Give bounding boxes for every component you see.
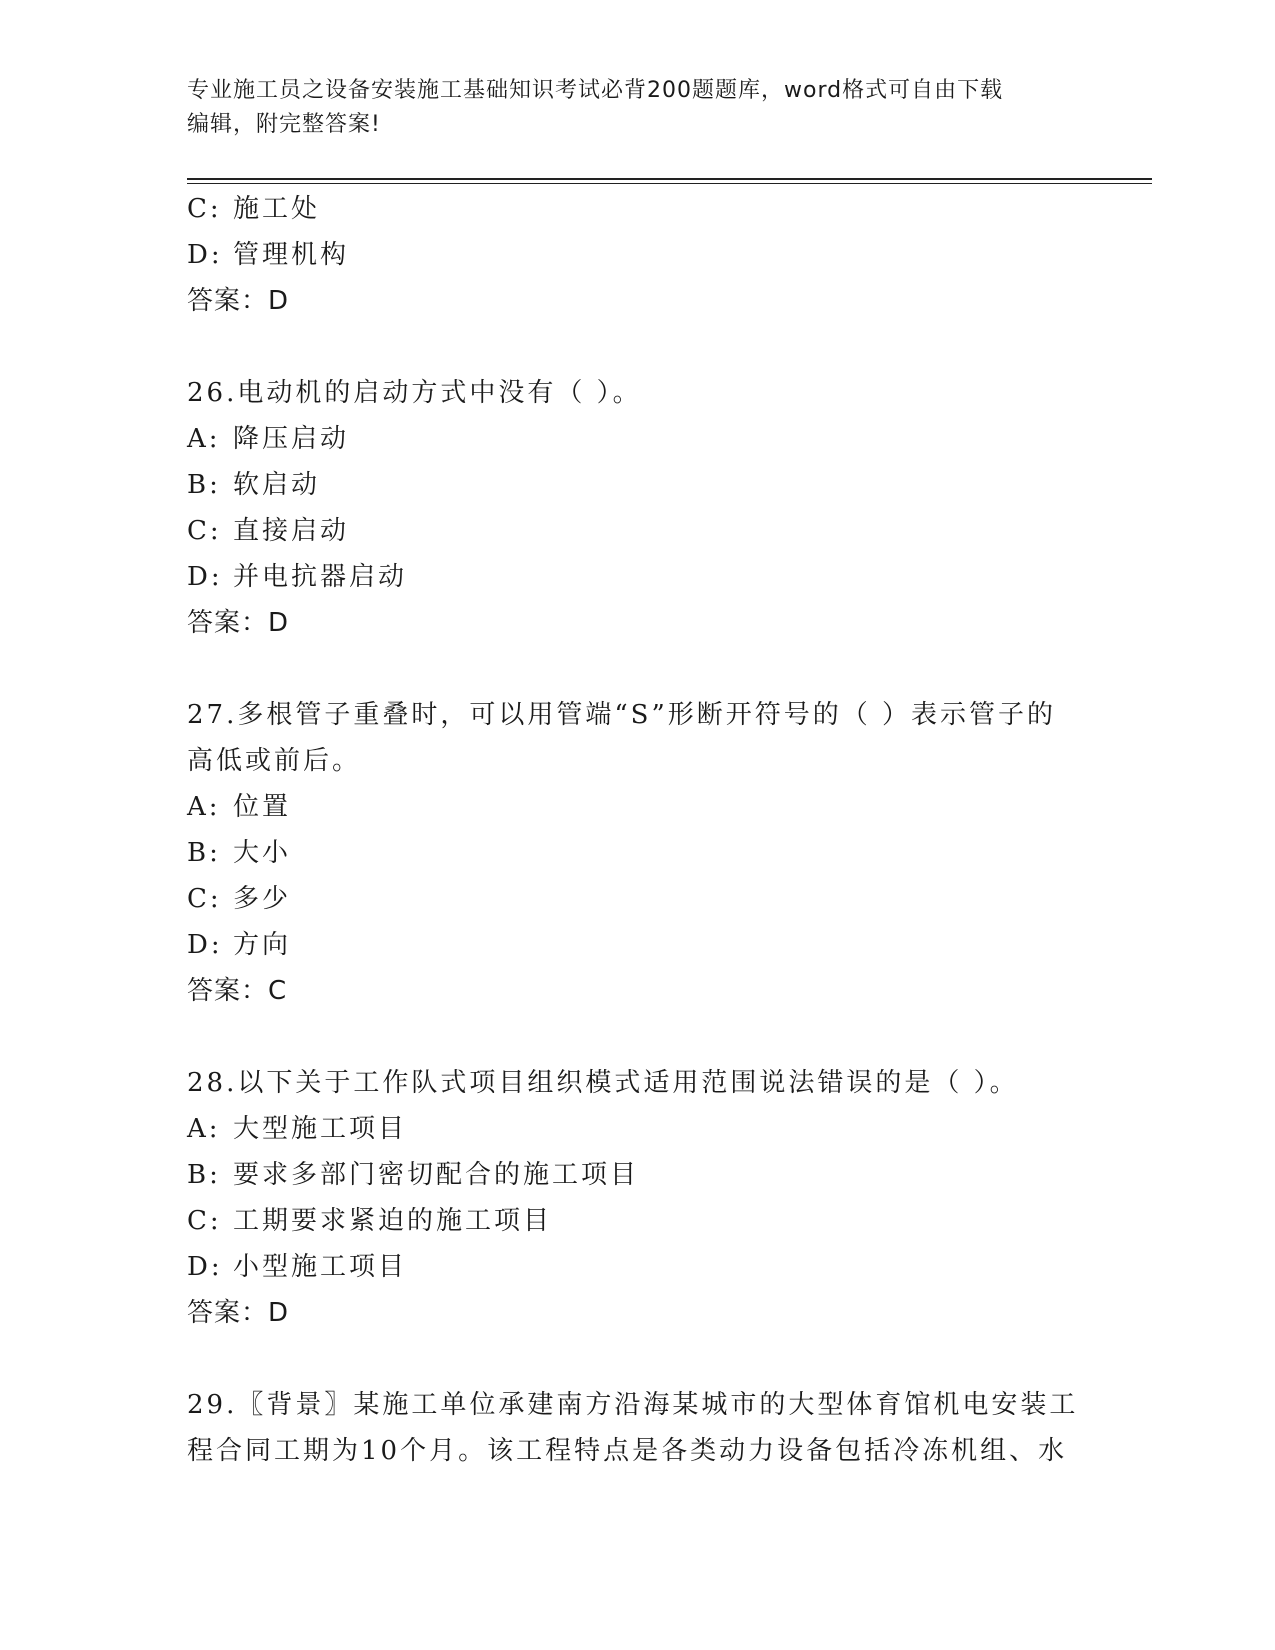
option-a: A: 位置 <box>187 792 292 822</box>
option-d: D: 小型施工项目 <box>187 1252 408 1282</box>
exam-content <box>187 186 1087 1474</box>
option-d: D: 管理机构 <box>187 240 350 270</box>
option-d: D: 并电抗器启动 <box>187 562 408 592</box>
question-25-continued <box>187 186 1087 324</box>
option-c: C: 施工处 <box>187 194 321 224</box>
answer: 答案：D <box>187 286 290 316</box>
question-text-continued: 程合同工期为10个月。该工程特点是各类动力设备包括冷冻机组、水 <box>187 1436 1068 1466</box>
answer: 答案：C <box>187 976 288 1006</box>
question-text-continued: 高低或前后。 <box>187 746 362 776</box>
option-c: C: 多少 <box>187 884 292 914</box>
header-divider-thin <box>187 183 1152 184</box>
question-text: 27.多根管子重叠时，可以用管端“S”形断开符号的（ ）表示管子的 <box>187 700 1057 730</box>
question-29 <box>187 1382 1087 1474</box>
answer: 答案：D <box>187 1298 290 1328</box>
option-a: A: 大型施工项目 <box>187 1114 408 1144</box>
option-d: D: 方向 <box>187 930 292 960</box>
question-28 <box>187 1060 1087 1336</box>
header-line-2: 编辑，附完整答案! <box>187 112 381 137</box>
option-b: B: 要求多部门密切配合的施工项目 <box>187 1160 640 1190</box>
option-c: C: 直接启动 <box>187 516 350 546</box>
header-line-1: 专业施工员之设备安装施工基础知识考试必背200题题库，word格式可自由下载 <box>187 78 1004 103</box>
answer: 答案：D <box>187 608 290 638</box>
question-26 <box>187 370 1087 646</box>
header-divider-thick <box>187 178 1152 180</box>
question-text: 26.电动机的启动方式中没有（ ）。 <box>187 378 642 408</box>
option-b: B: 软启动 <box>187 470 321 500</box>
question-text: 28.以下关于工作队式项目组织模式适用范围说法错误的是（ ）。 <box>187 1068 1019 1098</box>
option-a: A: 降压启动 <box>187 424 350 454</box>
option-c: C: 工期要求紧迫的施工项目 <box>187 1206 553 1236</box>
question-27 <box>187 692 1087 1014</box>
option-b: B: 大小 <box>187 838 292 868</box>
document-header <box>187 74 1067 142</box>
question-text: 29.〖背景〗某施工单位承建南方沿海某城市的大型体育馆机电安装工 <box>187 1390 1079 1420</box>
